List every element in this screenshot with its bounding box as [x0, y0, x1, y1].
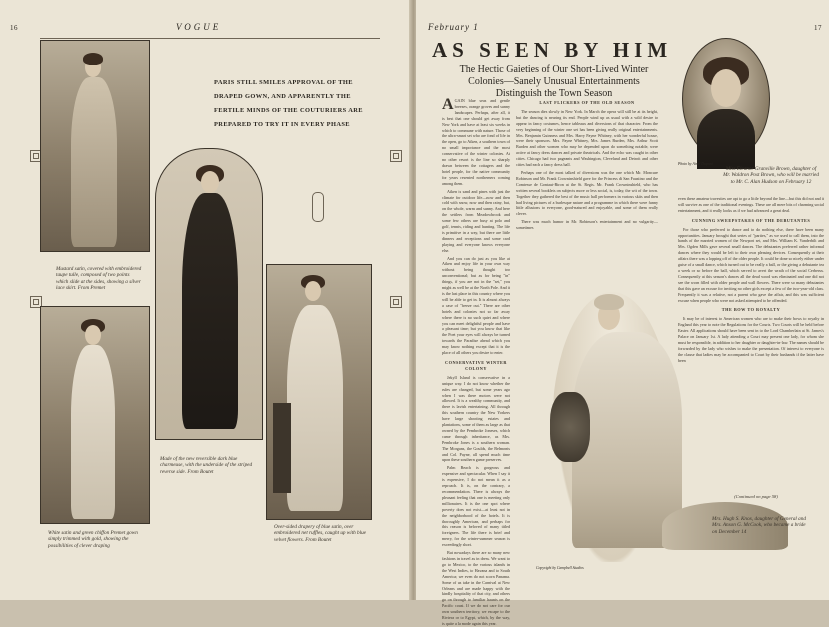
- model-gown: [71, 345, 115, 519]
- portrait-shoulders: [697, 109, 755, 169]
- col1-paragraph-5: Palm Beach is gorgeous and expensive and spectacular. When I say it is expensive, I do not mean it as a reproach. It is, on the contrary, a recommendation. There is always the pleasant feeling that one is meeting only millionaires. It is the one spot where poverty does not exist—at least not in the neighborhood of the hotels. It is thoroughly American, and perhaps for this reason is beloved of many titled foreigners. The life there is brief and merry, for the winter-summer season is exceedingly short.: [442, 465, 510, 548]
- caption-mustard: Mustard satin, covered with embroidered taupe tulle, composed of two points which slide at the sides, showing a silver lace skirt. From Premet: [56, 266, 142, 292]
- subhead-conservative: CONSERVATIVE WINTER COLONY: [445, 359, 507, 371]
- intro-line-1: PARIS STILL SMILES APPROVAL OF THE: [214, 79, 353, 86]
- decorative-ornament: [312, 192, 324, 222]
- corner-ornament: [390, 296, 402, 308]
- article-deck: The Hectic Gaieties of Our Short-Lived Winter Colonies—Sanely Unusual Entertainments Distinguish the Town Season: [459, 64, 649, 99]
- photo-mustard-gown: [40, 40, 150, 252]
- text-column-3: [678, 196, 824, 502]
- col2-paragraph-1: The season dies slowly in New York. In March the opera will still be at its height, but the dancing is nearing its end. People wind up as usual with a wild desire to appear in fancy costumes, hence tableaux and diversions of that character. From the very beginning of the winter one set has been giving really original entertainments. Mrs. Benjamin Guinness and Mrs. Harry Payne Whitney, with her wonderful house, were their sponsors. Mrs. Payne Whitney, Mrs. James Burden, Mrs. Arthur Scott Burden and other women who may be depended upon do something notable, were active at fancy dress dances and private theatricals. And the echo was caught in other cities. Chicago had two pageants and Washington, Cleveland and Detroit and other cities had each a fancy dress ball.: [516, 108, 658, 168]
- subhead-debutantes: CUNNING SWEEPSTAKES OF THE DEBUTANTES: [691, 217, 811, 223]
- photo-blue-drapery-gown: [266, 264, 372, 520]
- article-title: AS SEEN BY HIM: [432, 38, 673, 62]
- model-gown: [287, 305, 343, 511]
- corner-ornament: [390, 150, 402, 162]
- bride-caption: Mrs. Hugh S. Knox, daughter of General and Mrs. Anson G. McCook, who became a bride on December 14: [712, 516, 806, 535]
- left-folio: 16: [10, 24, 18, 32]
- frame-rule-top: [40, 38, 380, 39]
- right-running-head: February 1: [428, 22, 479, 32]
- intro-line-4: PREPARED TO TRY IT IN EVERY PHASE: [214, 121, 350, 128]
- caption-blue-drapery: Over-sided drapery of blue satin, over embroidered net ruffles, caught up with blue velvet flowers. From Boutet: [274, 524, 366, 543]
- intro-line-2: DRAPED GOWN, AND APPARENTLY THE: [214, 93, 351, 100]
- intro-line-3: FERTILE MINDS OF THE COUTURIERS ARE: [214, 107, 363, 114]
- col2-paragraph-3: There was much humor in Mr. Robinson's entertainment and no vulgarity—sometimes: [516, 219, 658, 231]
- model-head: [305, 281, 321, 301]
- bride-bouquet: [550, 392, 590, 462]
- right-page: [416, 0, 829, 626]
- col1-paragraph-3: And you can do just as you like at Aiken and enjoy life in your own way without being thought too unconventional; but as for being "in" things, if you are not in the "set," you might as well be at the North Pole. And it is the last place in this country where you will be able to get in. It is almost always a case of "freeze out." There are other hotels and colonies not so far away where there is no such quiet and where you can meet delightful people and have a pleasant time; but you know that like the Poet your eyes will always be turned towards the Paradise ahead which you may know nothing except that it is the place of all others you desire to enter.: [442, 255, 510, 356]
- col1-paragraph-2: Aiken is sand and pines with just the climate for outdoor life—now and then cold with snow, now and then rainy, but, on the whole, warm and sunny. And here the settlers from Meadowbrook and some few others are busy at polo and golf, tennis, riding and hunting. The life is primitive in a way, but there are little dinners and receptions and some card playing and everyone knows everyone else.: [442, 188, 510, 253]
- left-running-head: VOGUE: [176, 22, 222, 32]
- col3-paragraph-3: It may be of interest to American women who are to make their bows to royalty in England this year to note the Regulations for the Courts. Two Courts will be held before Easter. All applications should have been sent in to the Lord Chamberlain at St. James's Palace on January 1st. A lady attending a Court may present one lady, for whom she must be responsible, in addition to her daughter or daughter-in-law. The names should be forwarded by the lady who wishes to make the presentation. Of interest to everyone is the clause that ladies may be accompanied to Court by their husbands if the latter have been: [678, 316, 824, 363]
- col1-paragraph-6: But nowadays there are so many new fashions in travel as in dress. We want to go to Mexico, to the various islands in the West Indies, to Havana and to South America; we even do not scorn Panama. Some of us take in the Carnival at New Orleans and are made happy with the kindly hospitality of that city, and others go on through to familiar haunts on the Pacific coast. If we do not care for our own southern territory, we escape to the Riviera or to Egypt, which, by the way, is quite a la mode again this year.: [442, 550, 510, 626]
- caption-white-satin: White satin and green chiffon Premet gown simply trimmed with gold, showing the possibilities of clever draping: [48, 530, 138, 549]
- col2-paragraph-2: Perhaps one of the most talked of diversions was the one which Mr. Moncure Robinson and Mr. Frank Crowninshield gave for the Princess di San Faustino and the Comtesse de Gontaut-Biron at the St. Regis. Mr. Frank Crowninshield, who has written several booklets on subjects more or less social, is, today, the wit of the town. Together they gathered the best of the music hall performers in various skits and then had living pictures of a burlesque nature and a programme in which there were funny little allusions to everyone, good-natured and enjoyable, and some of them really clever.: [516, 169, 658, 217]
- col1-paragraph-4: Jekyll Island is conservative in a unique way. I do not know whether the rules are changed, but some years ago when I was there motors were not allowed. It is a wealthy community, and there is lavish entertaining. All through this southern country the New Yorkers have large shooting estates and plantations, some of them as large as that owned by the Pembroke Joneses, which came through inheritance, as Mrs. Pembroke Jones is a southern woman. The Morgans, the Goulds, the Belmonts and Col. Payne, all spend much time upon these southern game preserves.: [442, 374, 510, 463]
- subhead-last-flickers: LAST FLICKERS OF THE OLD SEASON: [539, 100, 635, 105]
- model-gown: [71, 77, 117, 247]
- model-head: [201, 171, 219, 193]
- portrait-eleanor-brown: [682, 38, 770, 160]
- caption-dark-blue: Made of the new reversible dark blue charmeuse, with the underside of the striped reverse side. From Boutet: [160, 456, 253, 475]
- photo-white-satin-gown: [40, 306, 150, 524]
- right-folio: 17: [814, 24, 822, 32]
- col1-paragraph-1: GAIN blue seas and gentle breezes, orange groves and sunny landscapes. Perhaps, after all, it is best that one should get away from New York and have at least six weeks in which to commune with nature. Those of the ultra-smart set who are fond of life in the open, go to Aiken, a southern town of no small importance and the most conservative of the winter colonies. At no other resort is the line so sharply drawn between the cottagers and the hotel people, for the native community for years resented northerners coming among them.: [442, 98, 510, 186]
- continued-note: (Continued on page 58): [734, 494, 778, 499]
- portrait-credit: Photo by Aimé Dupont: [678, 162, 713, 166]
- col3-paragraph-1: even these amateur travesties are apt to go a little beyond the line—but this did not and it will survive as one of the traditional evenings. These are all mere bits of charming social entertainment, and it really looks as if we had advanced a great deal.: [678, 196, 824, 213]
- portrait-face: [711, 69, 741, 107]
- side-table: [273, 403, 291, 493]
- model-hair: [83, 53, 103, 65]
- model-head: [85, 325, 101, 345]
- bride-headdress: [594, 294, 624, 310]
- text-column-1: [442, 96, 510, 626]
- col3-paragraph-2: For those who preferred to dance and to do nothing else, there have been many opportunities. January brought that series of "parties," as we used to call them, into the hands of the married women of the Newport set, and Mrs. William K. Vanderbilt and Mrs. Ogden Mills gave several small dances. The debutantes preferred rather informal dances where they would be left to their own pleasing devices. Consequently at their affairs there was a lopping off of the older people. It could be done so nicely either under guise of a small dance, which turned out to be really a ball, or the giving a debutante tea a week or so before the ball, which served to avert the wrath of the social Cerberus. Consequently at this season's dances all the dead wood was eliminated and one did not see the worn filled with older people and wall flowers. There were so many debutantes that this gave an excuse for inviting no other girls except a few of the two-year-old class. Frequently it was a relative, not a parent who gave the affair, and this was sufficient excuse when people who were not asked attempted to be offended.: [678, 226, 824, 303]
- intro-text: [214, 76, 386, 132]
- photo-dark-blue-gown: [155, 148, 263, 440]
- text-column-2: [516, 96, 658, 262]
- portrait-caption: Miss Eleanor Granville Brown, daughter of Mr. Waldron Post Brown, who will be married to Mr. C. Alan Hudson on February 12: [723, 166, 819, 185]
- drop-cap: A: [442, 96, 454, 113]
- subhead-royalty: THE BOW TO ROYALTY: [721, 307, 781, 313]
- left-page: [0, 0, 411, 600]
- bride-credit: Copyright by Campbell Studios: [536, 566, 584, 570]
- model-gown: [182, 193, 238, 429]
